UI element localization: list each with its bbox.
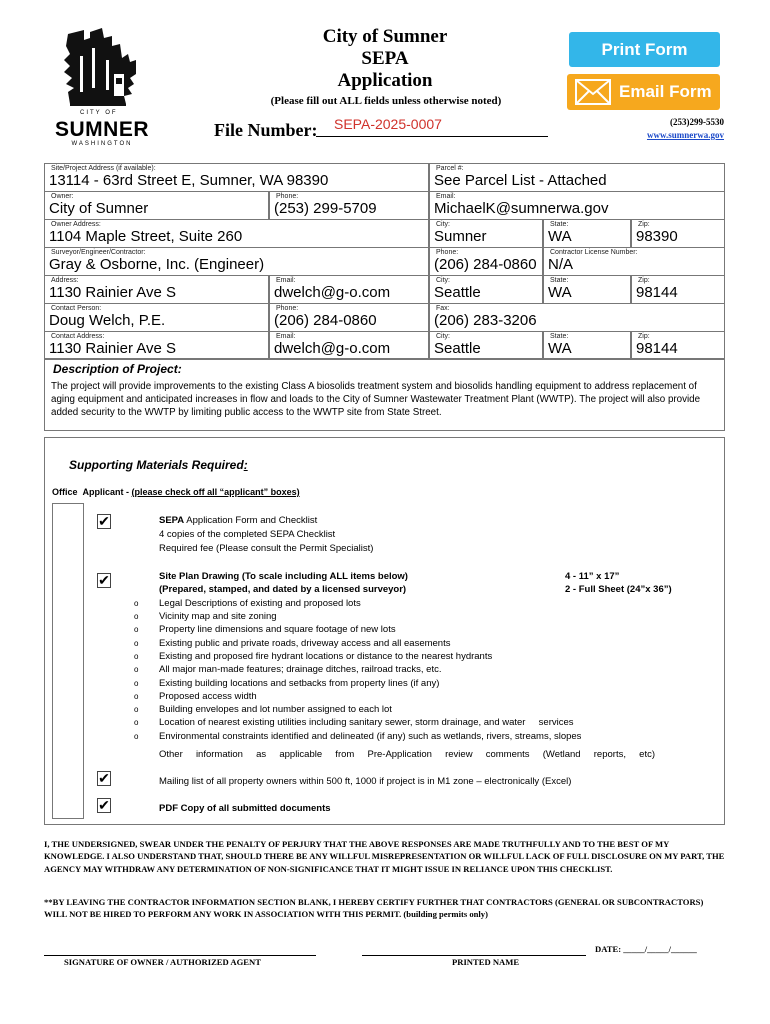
signature-label: SIGNATURE OF OWNER / AUTHORIZED AGENT xyxy=(64,957,261,967)
contractor-certification: **BY LEAVING THE CONTRACTOR INFORMATION SECTION BLANK, I HEREBY CERTIFY FURTHER THAT CONTRACTORS (GENERAL OR SUBCONTRACTORS) WILL NOT BE HIRED TO PERFORM ANY WORK IN ASSOCIATION WITH THIS PERMIT. (building permits only) xyxy=(44,897,704,920)
contact-email-field[interactable]: dwelch@g-o.com xyxy=(274,340,391,357)
contact-address-cell xyxy=(44,331,269,359)
logo-name: SUMNER xyxy=(54,118,149,141)
logo-city-of: CITY OF xyxy=(80,110,118,116)
other-info-item: Other information as applicable from Pre-Application review comments (Wetland reports, etc) xyxy=(159,749,655,760)
office-use-column xyxy=(52,503,84,819)
surveyor-phone-label: Phone: xyxy=(436,249,459,256)
surveyor-zip-label: Zip: xyxy=(638,277,650,284)
list-item: Location of nearest existing utilities including sanitary sewer, storm drainage, and water services xyxy=(159,717,574,728)
fax-label: Fax: xyxy=(436,305,450,312)
list-item: Vicinity map and site zoning xyxy=(159,611,277,622)
contact-state-field[interactable]: WA xyxy=(548,340,572,357)
site-plan-subtitle: (Prepared, stamped, and dated by a licensed surveyor) xyxy=(159,584,407,595)
owner-city-label: City: xyxy=(436,221,450,228)
bullet-icon: o xyxy=(134,652,139,661)
site-address-field[interactable]: 13114 - 63rd Street E, Sumner, WA 98390 xyxy=(49,172,329,189)
bullet-icon: o xyxy=(134,705,139,714)
contact-email-cell xyxy=(269,331,429,359)
surveyor-state-cell xyxy=(543,275,631,303)
print-form-button[interactable]: Print Form xyxy=(569,32,720,67)
applicant-label: Applicant - xyxy=(82,487,130,497)
license-label: Contractor License Number: xyxy=(550,249,638,256)
description-box xyxy=(44,359,725,431)
bullet-icon: o xyxy=(134,732,139,741)
list-item: Property line dimensions and square footage of new lots xyxy=(159,624,396,635)
site-address-label: Site/Project Address (if available): xyxy=(51,165,156,172)
signature-line[interactable] xyxy=(44,955,316,956)
fax-cell xyxy=(429,303,725,331)
email-form-button[interactable] xyxy=(567,74,720,110)
owner-email-cell xyxy=(429,191,725,219)
contact-city-field[interactable]: Seattle xyxy=(434,340,481,357)
bullet-icon: o xyxy=(134,612,139,621)
owner-phone-field[interactable]: (253) 299-5709 xyxy=(274,200,377,217)
file-number-underline xyxy=(316,136,548,137)
owner-zip-field[interactable]: 98390 xyxy=(636,228,678,245)
contact-state-label: State: xyxy=(550,333,569,340)
printed-name-line[interactable] xyxy=(362,955,586,956)
sepa-form-item: SEPA Application Form and Checklist xyxy=(159,515,318,526)
contact-address-label: Contact Address: xyxy=(51,333,105,340)
office-label: Office xyxy=(52,487,78,497)
list-item: Building envelopes and lot number assigned to each lot xyxy=(159,704,392,715)
license-field[interactable]: N/A xyxy=(548,256,574,273)
page-title: City of Sumner SEPA Application xyxy=(322,26,448,91)
surveyor-city-cell xyxy=(429,275,543,303)
list-item: Environmental constraints identified and delineated (if any) such as wetlands, rivers, streams, slopes xyxy=(159,731,582,742)
description-field[interactable]: The project will provide improvements to the existing Class A biosolids treatment system and biosolids handling equipment to address replacement of aging equipment and anticipated increases in flow and loads to the City of Sumner Wastewater Treatment Plant (WWTP). The project will also provide added security to the WWTP by limiting public access to the WWTP site from State Street. xyxy=(51,381,701,418)
contact-zip-label: Zip: xyxy=(638,333,650,340)
bullet-icon: o xyxy=(134,665,139,674)
email-form-label: Email Form xyxy=(619,82,712,101)
owner-cell xyxy=(44,191,269,219)
mailing-list-checkbox[interactable]: ✔ xyxy=(98,770,110,786)
contact-address-field[interactable]: 1130 Rainier Ave S xyxy=(49,340,177,357)
file-number-field[interactable]: SEPA-2025-0007 xyxy=(334,116,442,132)
owner-state-field[interactable]: WA xyxy=(548,228,572,245)
surveyor-email-field[interactable]: dwelch@g-o.com xyxy=(274,284,391,301)
fax-field[interactable]: (206) 283-3206 xyxy=(434,312,537,329)
bullet-icon: o xyxy=(134,639,139,648)
contact-state-cell xyxy=(543,331,631,359)
surveyor-email-label: Email: xyxy=(276,277,296,284)
owner-address-field[interactable]: 1104 Maple Street, Suite 260 xyxy=(49,228,243,245)
bullet-icon: o xyxy=(134,718,139,727)
surveyor-state-label: State: xyxy=(550,277,569,284)
list-item: Proposed access width xyxy=(159,691,257,702)
surveyor-city-label: City: xyxy=(436,277,450,284)
contact-cell xyxy=(44,303,269,331)
description-heading: Description of Project: xyxy=(53,362,182,376)
contact-zip-cell xyxy=(631,331,725,359)
owner-city-field[interactable]: Sumner xyxy=(434,228,487,245)
logo-state: WASHINGTON xyxy=(71,141,133,147)
sheet-size-full: 2 - Full Sheet (24”x 36”) xyxy=(565,584,672,595)
parcel-field[interactable]: See Parcel List - Attached xyxy=(434,172,607,189)
surveyor-city-field[interactable]: Seattle xyxy=(434,284,481,301)
list-item: Existing building locations and setbacks from property lines (if any) xyxy=(159,678,440,689)
surveyor-address-label: Address: xyxy=(51,277,79,284)
city-website-link[interactable]: www.sumnerwa.gov xyxy=(646,130,724,140)
parcel-cell xyxy=(429,163,725,191)
page-subtitle: (Please fill out ALL fields unless otherwise noted) xyxy=(270,95,502,107)
surveyor-address-cell xyxy=(44,275,269,303)
surveyor-address-field[interactable]: 1130 Rainier Ave S xyxy=(49,284,177,301)
contact-city-cell xyxy=(429,331,543,359)
bullet-icon: o xyxy=(134,599,139,608)
contact-phone-cell xyxy=(269,303,429,331)
contact-city-label: City: xyxy=(436,333,450,340)
surveyor-field[interactable]: Gray & Osborne, Inc. (Engineer) xyxy=(49,256,265,273)
owner-field[interactable]: City of Sumner xyxy=(49,200,149,217)
owner-city-cell xyxy=(429,219,543,247)
sepa-form-checkbox[interactable]: ✔ xyxy=(98,513,110,529)
surveyor-zip-cell xyxy=(631,275,725,303)
contact-email-label: Email: xyxy=(276,333,296,340)
contact-phone-field[interactable]: (206) 284-0860 xyxy=(274,312,377,329)
pdf-copy-item: PDF Copy of all submitted documents xyxy=(159,803,331,814)
owner-address-cell xyxy=(44,219,429,247)
surveyor-state-field[interactable]: WA xyxy=(548,284,572,301)
parcel-label: Parcel #: xyxy=(436,165,464,172)
list-item: Existing public and private roads, driveway access and all easements xyxy=(159,638,451,649)
mailing-list-item: Mailing list of all property owners within 500 ft, 1000 if project is in M1 zone – electronically (Excel) xyxy=(159,776,572,787)
sheet-size-small: 4 - 11” x 17” xyxy=(565,571,620,582)
perjury-declaration: I, THE UNDERSIGNED, SWEAR UNDER THE PENALTY OF PERJURY THAT THE ABOVE RESPONSES ARE MADE TRUTHFULLY AND TO THE BEST OF MY KNOWLEDGE. I ALSO UNDERSTAND THAT, SHOULD THERE BE ANY WILLFUL MISREPRESENTATION OR WILLFUL LACK OF FULL DISCLOSURE ON MY PART, THE AGENCY MAY WITHDRAW ANY DETERMINATION OF NON-SIGNIFICANCE THAT IT MIGHT ISSUE IN RELIANCE UPON THIS CHECKLIST. xyxy=(44,839,725,874)
surveyor-label: Surveyor/Engineer/Contractor: xyxy=(51,249,146,256)
surveyor-zip-field[interactable]: 98144 xyxy=(636,284,678,301)
surveyor-phone-cell xyxy=(429,247,543,275)
contact-field[interactable]: Doug Welch, P.E. xyxy=(49,312,166,329)
bullet-icon: o xyxy=(134,679,139,688)
list-item: Existing and proposed fire hydrant locations or distance to the nearest hydrants xyxy=(159,651,493,662)
pdf-copy-checkbox[interactable]: ✔ xyxy=(98,797,110,813)
owner-address-label: Owner Address: xyxy=(51,221,101,228)
owner-email-label: Email: xyxy=(436,193,456,200)
bullet-icon: o xyxy=(134,692,139,701)
list-item: Legal Descriptions of existing and proposed lots xyxy=(159,598,361,609)
owner-state-cell xyxy=(543,219,631,247)
site-plan-checkbox[interactable]: ✔ xyxy=(98,572,110,588)
date-field[interactable]: DATE: _____/_____/______ xyxy=(595,944,697,954)
owner-zip-cell xyxy=(631,219,725,247)
city-phone: (253)299-5530 xyxy=(670,117,724,127)
contact-phone-label: Phone: xyxy=(276,305,299,312)
surveyor-cell xyxy=(44,247,429,275)
owner-phone-cell xyxy=(269,191,429,219)
supporting-materials-heading: Supporting Materials Required: xyxy=(69,458,248,472)
license-cell xyxy=(543,247,725,275)
owner-label: Owner: xyxy=(51,193,74,200)
sepa-copies-item: 4 copies of the completed SEPA Checklist xyxy=(159,529,336,540)
city-logo xyxy=(50,26,156,150)
surveyor-email-cell xyxy=(269,275,429,303)
sepa-fee-item: Required fee (Please consult the Permit Specialist) xyxy=(159,543,374,554)
applicant-note: (please check off all “applicant” boxes) xyxy=(131,487,300,497)
surveyor-phone-field[interactable]: (206) 284-0860 xyxy=(434,256,537,273)
owner-email-field[interactable]: MichaelK@sumnerwa.gov xyxy=(434,200,609,217)
site-plan-item: Site Plan Drawing (To scale including ALL items below) xyxy=(159,571,408,582)
site-address-cell xyxy=(44,163,429,191)
printed-name-label: PRINTED NAME xyxy=(452,957,520,967)
bullet-icon: o xyxy=(134,625,139,634)
owner-phone-label: Phone: xyxy=(276,193,299,200)
file-number-label: File Number: xyxy=(214,120,318,140)
owner-state-label: State: xyxy=(550,221,569,228)
contact-zip-field[interactable]: 98144 xyxy=(636,340,678,357)
envelope-icon xyxy=(575,79,611,105)
office-applicant-header xyxy=(52,487,300,497)
owner-zip-label: Zip: xyxy=(638,221,650,228)
list-item: All major man-made features; drainage ditches, railroad tracks, etc. xyxy=(159,664,442,675)
contact-label: Contact Person: xyxy=(51,305,102,312)
